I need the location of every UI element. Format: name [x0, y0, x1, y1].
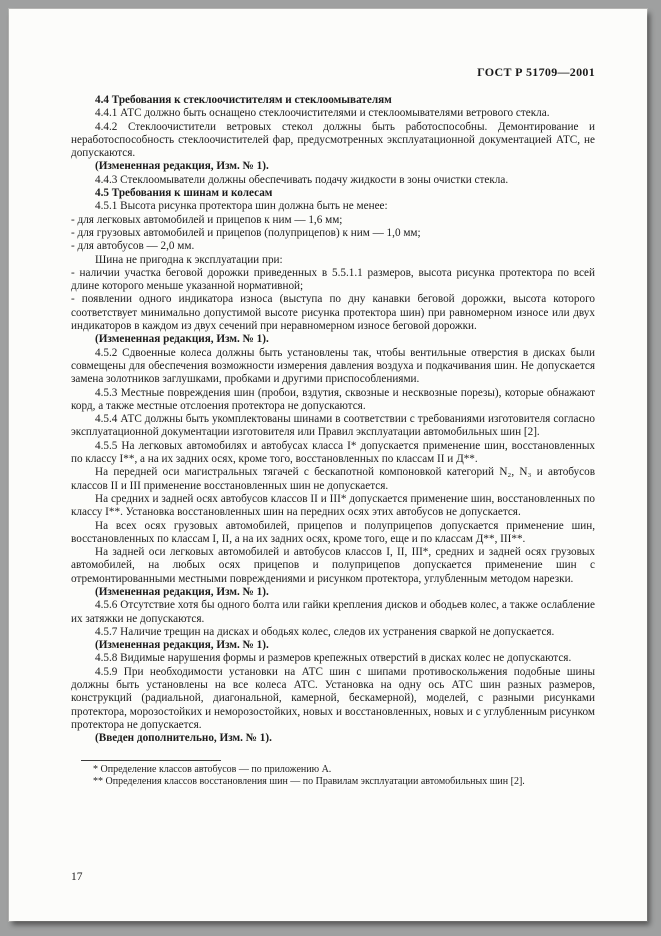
paragraph: 4.4.3 Стеклоомыватели должны обеспечивать подачу жидкости в зоны очистки стекла.	[95, 173, 509, 186]
paragraph: 4.5.7 Наличие трещин на дисках и ободьях колес, следов их устранения сваркой не допускается.	[95, 625, 555, 638]
paragraph: (Введен дополнительно, Изм. № 1).	[95, 732, 272, 745]
footnote: * Определение классов автобусов — по приложению А.	[93, 763, 332, 775]
document-header: ГОСТ Р 51709—2001	[477, 65, 595, 79]
paragraph: 4.5.4 АТС должны быть укомплектованы шинами в соответствии с требованиями изготовителя согласно эксплуатационной документации изготовителя или Правил эксплуатации автомобильных шин [2].	[71, 413, 595, 439]
page-content	[71, 65, 595, 789]
paragraph: - для грузовых автомобилей и прицепов (полуприцепов) к ним — 1,0 мм;	[71, 226, 421, 239]
paragraph: 4.5.5 На легковых автомобилях и автобусах класса I* допускается применение шин, восстановленных по классу I**, а на их задних осях, кроме того, восстановленных по классам II и Д**.	[71, 439, 595, 466]
paragraph: 4.4.1 АТС должно быть оснащено стеклоочистителями и стеклоомывателями ветрового стекла.	[95, 107, 550, 120]
paragraph: На всех осях грузовых автомобилей, прицепов и полуприцепов допускается применение шин, восстановленных по классам I, II, а на их задних осях, кроме того, еще и по классам Д**, III**.	[71, 519, 595, 545]
paragraph: (Измененная редакция, Изм. № 1).	[95, 585, 269, 598]
paragraph: 4.5.2 Сдвоенные колеса должны быть установлены так, чтобы вентильные отверстия в дисках были совмещены для обеспечения возможности измерения давления воздуха и подкачивания шин. Не допускается замена золотников заглушками, пробками и другими приспособлениями.	[71, 346, 595, 386]
document-body	[71, 94, 595, 746]
paragraph: 4.5.3 Местные повреждения шин (пробои, вздутия, сквозные и несквозные порезы), которые обнажают корд, а также местные отслоения протектора не допускаются.	[71, 386, 595, 412]
paragraph: (Измененная редакция, Изм. № 1).	[95, 639, 269, 652]
page-number: 17	[71, 871, 83, 883]
paragraph: На средних и задней осях автобусов классов II и III* допускается применение шин, восстановленных по классу I**. Установка восстановленных шин на передних осях этих автобусов не допускается.	[71, 492, 595, 519]
footnotes	[71, 764, 595, 789]
paragraph: - появлении одного индикатора износа (выступа по дну канавки беговой дорожки, высота которого соответствует минимально допустимой высоте рисунка протектора шин) при равномерном износе или двух индикаторов в каждом из двух сечений при неравномерном износе беговой дорожки.	[71, 293, 595, 333]
paragraph: 4.5 Требования к шинам и колесам	[95, 187, 273, 200]
document-page	[9, 9, 647, 921]
paragraph: - для легковых автомобилей и прицепов к ним — 1,6 мм;	[71, 213, 343, 226]
footnote: ** Определения классов восстановления шин — по Правилам эксплуатации автомобильных шин [2].	[93, 776, 525, 788]
paragraph: (Измененная редакция, Изм. № 1).	[95, 160, 269, 173]
paragraph: 4.5.9 При необходимости установки на АТС шин с шипами противоскольжения подобные шины должны быть установлены на все колеса АТС. Установка на одну ось АТС шин разных размеров, конструкций (радиальной, диагональной, камерной, бескамерной), моделей, с разными рисунками протектора, морозостойких и неморозостойких, новых и восстановленных, новых и с углубленным рисунком протектора не допускается.	[71, 665, 595, 731]
paragraph: 4.4 Требования к стеклоочистителям и стеклоомывателям	[95, 94, 392, 106]
paragraph: 4.5.6 Отсутствие хотя бы одного болта или гайки крепления дисков и ободьев колес, а также ослабление их затяжки не допускаются.	[71, 599, 595, 625]
paragraph: Шина не пригодна к эксплуатации при:	[95, 253, 283, 266]
paragraph: 4.5.8 Видимые нарушения формы и размеров крепежных отверстий в дисках колес не допускаются.	[95, 652, 572, 665]
paragraph: На задней оси легковых автомобилей и автобусов классов I, II, III*, средних и задней осях грузовых автомобилей, на любых осях прицепов и полуприцепов допускается применение шин с отремонтированными местными повреждениями и рисунком протектора, углубленным методом нарезки.	[71, 546, 595, 585]
paragraph: - для автобусов — 2,0 мм.	[71, 240, 195, 253]
paragraph: (Измененная редакция, Изм. № 1).	[95, 333, 269, 346]
paragraph: 4.4.2 Стеклоочистители ветровых стекол должны быть работоспособны. Демонтирование и неработоспособность стеклоочистителей фар, предусмотренных эксплуатационной документацией АТС, не допускаются.	[71, 120, 595, 160]
footnote-separator	[81, 760, 221, 761]
paragraph: На передней оси магистральных тягачей с бескапотной компоновкой категорий N₂, N₃ и автобусов классов II и III применение восстановленных шин не допускается.	[71, 466, 595, 492]
paragraph: - наличии участка беговой дорожки приведенных в 5.5.1.1 размеров, высота рисунка протектора по всей длине которого меньше указанной нормативной;	[71, 266, 595, 293]
paragraph: 4.5.1 Высота рисунка протектора шин должна быть не менее:	[95, 200, 388, 213]
